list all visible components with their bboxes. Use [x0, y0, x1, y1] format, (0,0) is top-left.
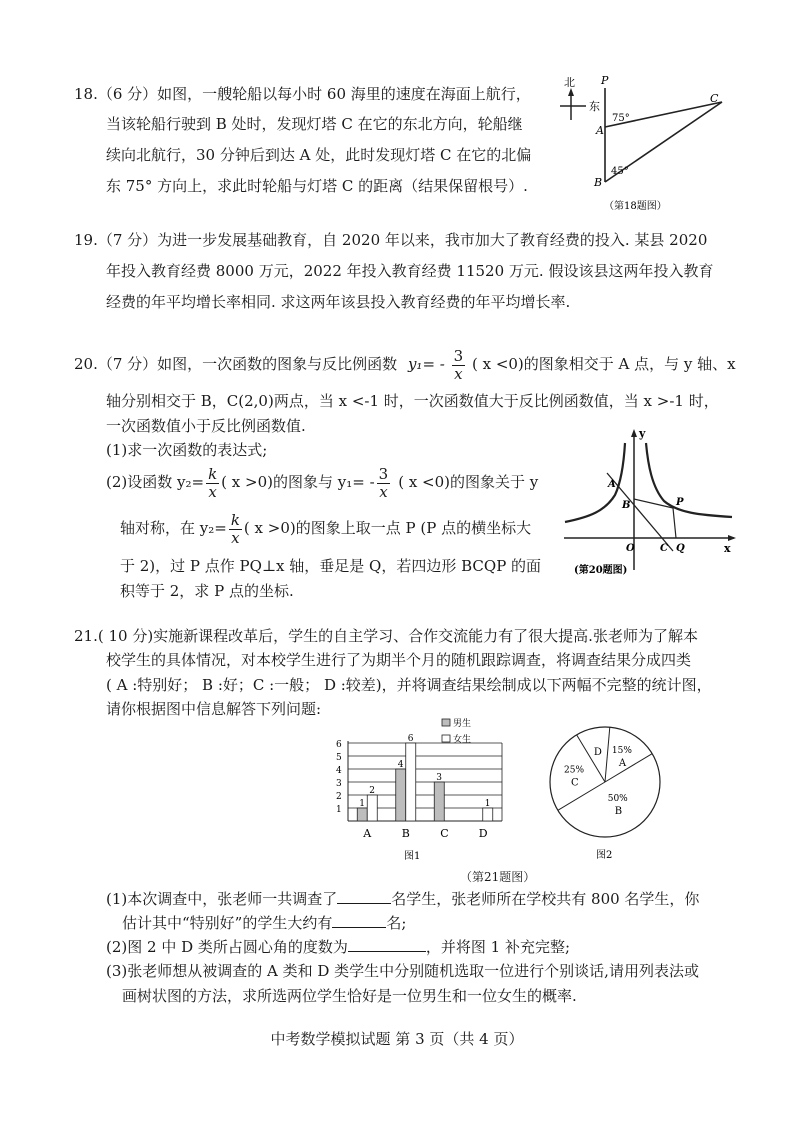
answer-blank-excellent[interactable] — [332, 913, 386, 928]
east-label: 东 — [589, 100, 600, 113]
point-O: O — [626, 543, 635, 554]
q20-figure — [560, 425, 740, 575]
q21-line-4: 请你根据图中信息解答下列问题: — [106, 700, 322, 718]
x-axis-arrow-icon — [728, 535, 736, 541]
bar-value-label: 3 — [436, 773, 442, 783]
point-C: C — [660, 543, 668, 554]
bar-value-label: 4 — [397, 760, 404, 770]
q18-line-2: 当该轮船行驶到 B 处时，发现灯塔 C 在它的东北方向，轮船继 — [106, 115, 523, 133]
q21-line-1: 21.( 10 分)实施新课程改革后，学生的自主学习、合作交流能力有了很大提高.张老师为了解本 — [74, 627, 698, 645]
q20-line-1 — [74, 342, 736, 386]
y-axis-arrow-icon — [631, 429, 637, 437]
q19-line-3: 经费的年平均增长率相同. 求这两年该县投入教育经费的年平均增长率. — [106, 293, 571, 311]
pie-slices — [550, 727, 660, 837]
hyperbola-right — [646, 443, 732, 517]
bar-value-label: 6 — [407, 734, 414, 744]
q21-caption: （第21题图） — [460, 870, 536, 884]
q20-part-2-line-3: 于 2)，过 P 点作 PQ⊥x 轴，垂足是 Q，若四边形 BCQP 的面 — [120, 557, 542, 575]
pie-percent-A: 15% — [611, 745, 632, 756]
fig2-caption: 图2 — [596, 850, 613, 861]
q21-part-3-line-2: 画树状图的方法，求所选两位学生恰好是一位男生和一位女生的概率. — [122, 987, 577, 1005]
bar-value-label: 1 — [359, 799, 365, 809]
pie-label-B: B — [614, 806, 623, 818]
q20-line-3: 一次函数值小于反比例函数值. — [106, 417, 306, 435]
point-A: A — [608, 479, 616, 490]
q20-l1-pre: 20.（7 分）如图，一次函数的图象与反比例函数 — [74, 355, 398, 373]
bar-y-tick-label: 3 — [336, 779, 342, 789]
label-x: x — [724, 542, 731, 555]
point-P: P — [601, 74, 609, 87]
q21-part-3-line-1: (3)张老师想从被调查的 A 类和 D 类学生中分别随机选取一位进行个别谈话,请用列表法或 — [106, 962, 699, 980]
angle-75: 75° — [612, 113, 630, 124]
bar-category-label: C — [440, 827, 449, 840]
bar-y-tick-label: 4 — [336, 766, 342, 776]
q21-bar-chart — [330, 715, 510, 865]
bar-B-female — [406, 743, 416, 821]
q21-part-2: (2)图 2 中 D 类所占圆心角的度数为 ，并将图 1 补充完整; — [106, 938, 571, 956]
angle-45: 45° — [611, 166, 629, 177]
legend-male-label: 男生 — [453, 719, 472, 729]
fraction-k-over-x: $\frac{k}{x}$ — [208, 464, 218, 501]
point-C: C — [710, 92, 719, 105]
q18-figure — [556, 72, 732, 224]
answer-blank-total[interactable] — [337, 889, 391, 904]
page-footer: 中考数学模拟试题 第 3 页（共 4 页） — [270, 1030, 524, 1048]
bar-category-label: A — [363, 827, 372, 840]
legend-female-swatch — [442, 735, 450, 742]
bar-value-label: 2 — [369, 786, 375, 796]
bar-chart-legend — [442, 717, 471, 745]
q21-line-3: ( A :特别好； B :好；C :一般； D :较差)，并将调查结果绘制成以下两幅不完整的统计图， — [106, 676, 712, 694]
segment-PQ — [673, 508, 676, 538]
compass-arrow-icon — [568, 88, 574, 96]
bar-y-tick-label: 1 — [336, 805, 342, 815]
q20-l1-y1: y₁= - — [407, 355, 445, 373]
bar-category-label: D — [478, 827, 488, 840]
pie-label-A: A — [618, 757, 627, 769]
q21-line-2: 校学生的具体情况，对本校学生进行了为期半个月的随机跟踪调查，将调查结果分成四类 — [106, 651, 692, 669]
q20-line-2: 轴分别相交于 B，C(2,0)两点，当 x <-1 时，一次函数值大于反比例函数值，当 x >-1 时， — [106, 392, 719, 410]
point-B: B — [594, 176, 603, 189]
bar-B-male — [396, 769, 406, 821]
hyperbola-left — [565, 443, 625, 522]
point-A: A — [596, 124, 604, 137]
bar-D-female — [483, 808, 493, 821]
north-label: 北 — [564, 76, 575, 89]
legend-male-swatch — [442, 719, 450, 726]
bar-A-male — [357, 808, 367, 821]
q20-part-2-line-1: (2)设函数 y₂= $\frac{k}{x}$ ( x >0)的图象与 y₁= - $\frac{3}{x}$ ( x <0)的图象关于 y — [106, 464, 539, 501]
fraction-k-over-x-2: $\frac{k}{x}$ — [230, 510, 240, 547]
bar-A-female — [367, 795, 377, 821]
bar-C-male — [434, 782, 444, 821]
bar-y-tick-label: 2 — [336, 792, 342, 802]
q21-pie-chart — [548, 722, 663, 862]
label-y: y — [639, 427, 646, 440]
bar-y-tick-label: 6 — [336, 740, 342, 750]
point-P: P — [676, 497, 684, 508]
q18-line-1: 18.（6 分）如图，一艘轮船以每小时 60 海里的速度在海面上航行， — [74, 85, 531, 103]
q20-l1-post: ( x <0)的图象相交于 A 点，与 y 轴、x — [471, 355, 736, 373]
q20-part-2-line-4: 积等于 2，求 P 点的坐标. — [120, 582, 294, 600]
q19-line-2: 年投入教育经费 8000 万元，2022 年投入教育经费 11520 万元. 假设该县这两年投入教育 — [106, 262, 714, 280]
fraction-3-over-x: $\frac{3}{x}$ — [453, 346, 464, 383]
pie-percent-B: 50% — [607, 794, 628, 805]
q18-caption: （第18题图） — [604, 201, 667, 212]
linear-function — [607, 473, 673, 551]
q21-part-1-line-2: 估计其中“特别好”的学生大约有 名; — [122, 914, 407, 932]
bar-category-label: B — [401, 827, 410, 840]
bar-chart-categories — [362, 827, 488, 840]
point-B: B — [622, 500, 631, 511]
bar-y-tick-label: 5 — [336, 753, 342, 763]
point-Q: Q — [676, 543, 685, 554]
q18-line-3: 续向北航行，30 分钟后到达 A 处，此时发现灯塔 C 在它的北偏 — [106, 146, 532, 164]
bar-chart-y-ticks — [336, 740, 342, 815]
q20-caption: (第20题图) — [574, 565, 628, 575]
q21-part-1-line-1: (1)本次调查中，张老师一共调查了 名学生，张老师所在学校共有 800 名学生，你 — [106, 890, 700, 908]
fig1-caption: 图1 — [404, 851, 421, 862]
fraction-3-over-x-2: $\frac{3}{x}$ — [378, 464, 389, 501]
pie-label-C: C — [571, 777, 579, 789]
q20-part-2-line-2: 轴对称，在 y₂= $\frac{k}{x}$ ( x >0)的图象上取一点 P (P 点的横坐标大 — [120, 510, 532, 547]
pie-label-D: D — [593, 746, 602, 758]
q20-part-1: (1)求一次函数的表达式; — [106, 441, 268, 459]
bar-value-label: 1 — [484, 799, 491, 809]
q18-line-4: 东 75° 方向上，求此时轮船与灯塔 C 的距离（结果保留根号）. — [106, 177, 528, 195]
legend-female-label: 女生 — [453, 735, 472, 745]
q19-line-1: 19.（7 分）为进一步发展基础教育，自 2020 年以来，我市加大了教育经费的投入. 某县 2020 — [74, 231, 708, 249]
answer-blank-angle[interactable] — [348, 937, 426, 952]
pie-percent-C: 25% — [564, 765, 585, 776]
